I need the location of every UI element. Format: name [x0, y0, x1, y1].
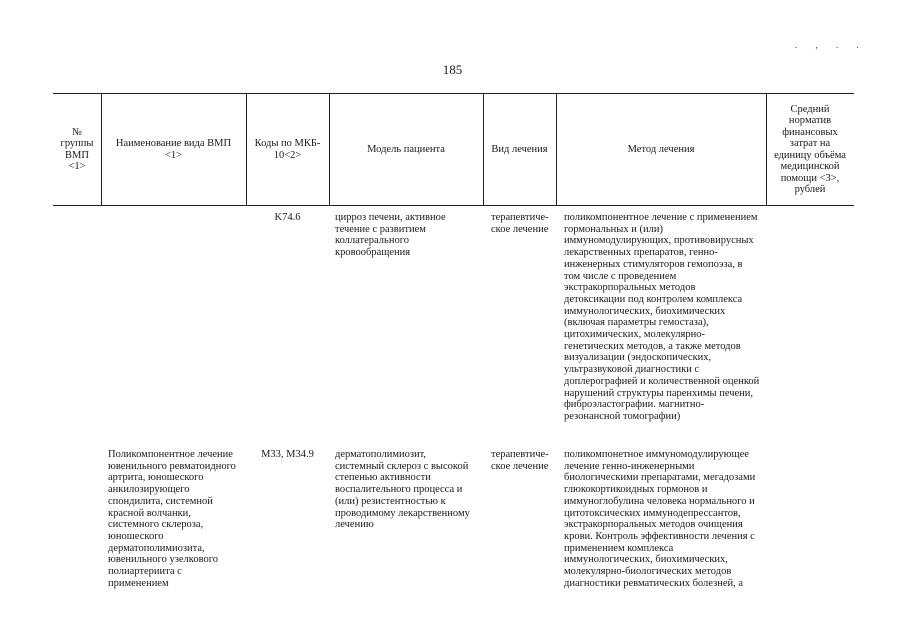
cell-treatment-method: поликомпонентное лечение с применением гормональных и (или) иммуномодулирующих, противовирусных лекарственных препаратов, генно- инженерных стимуляторов гемопоэза, в том числе с проведением экстракорпоральных методов детоксикации под контролем комплекса иммунологических, биохимических (включая параметры гемостаза), цитохимических, молекулярно- генетических методов, а также методов визуализации (эндоскопических, ультразвуковой диагностики с доплерографией и количественной оценкой нарушений структуры паренхимы печени, фиброэластографии. магнитно- резонансной томографии): [564, 212, 760, 422]
header-group-no: № группы ВМП <1>: [60, 126, 94, 172]
cell-treatment-type: терапевтиче- ское лечение: [491, 212, 549, 235]
header-vmp-name: Наименование вида ВМП <1>: [115, 138, 232, 161]
cell-patient-model: цирроз печени, активное течение с развитием коллатерального кровообращения: [335, 212, 446, 259]
header-avg-cost: Средний ноpматив финансовых затрат на единицу объёма медицинской помощи <3>, рублей: [774, 103, 846, 195]
header-treatment-method: Метод лечения: [627, 143, 695, 155]
header-icd-codes: Коды по МКБ- 10<2>: [254, 138, 321, 161]
header-treatment-type: Вид лечения: [491, 143, 548, 155]
cell-patient-model: дерматополимиозит, системный склероз с высокой степенью активности воспалительного процесса и (или) резистентностью к проводимому лекарственному лечению: [335, 449, 470, 531]
cell-icd-codes: K74.6: [274, 212, 301, 223]
header-patient-model: Модель пациента: [367, 143, 445, 155]
page-number: 185: [442, 62, 463, 77]
cell-treatment-type: терапевтиче- ское лечение: [491, 449, 549, 472]
cell-icd-codes: M33, M34.9: [261, 449, 314, 460]
scan-marks: . , . .: [795, 40, 867, 50]
table-header-bottom-border: [53, 205, 854, 206]
cell-vmp-name: Поликомпонентное лечение ювенильного ревматоидного артрита, юношеского анкилозирующего спондилита, системной красной волчанки, системного склероза, юношеского дерматополимиозита, ювенильного узелкового полиартериита с применением: [108, 449, 236, 589]
cell-treatment-method: поликомпонетное иммуномодулирующее лечение генно-инженерными биологическими препаратами, мегадозами глюкокортикоидных гормонов и иммуноглобулина человека нормального и цитотоксических иммунодепрессантов, экстракорпоральных методов очищения крови. Контроль эффективности лечения с применением комплекса иммунологических, биохимических, молекулярно-биологических методов диагностики ревматических болезней, а: [564, 449, 756, 589]
